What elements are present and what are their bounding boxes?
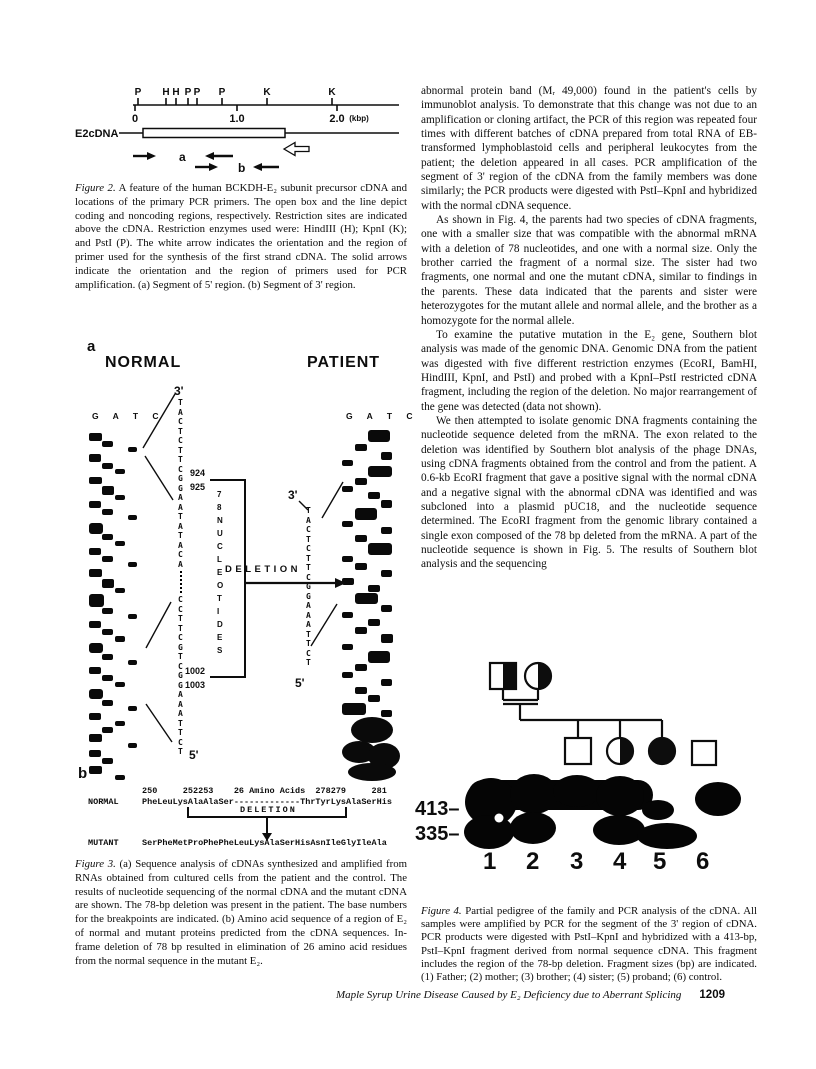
figure3a-panel-label: a [87, 338, 96, 355]
residue-numbers-row: 250 252253 26 Amino Acids 278279 281 [142, 786, 387, 796]
deletion-arrow-icon [245, 578, 346, 588]
figure4-caption-text: Partial pedigree of the family and PCR analysis of the cDNA. All samples were amplified by PCR for the segment of the 3' region of cDNA. PCR products were digested with PstI–KpnI and hybridized with a 413-bp, PstI–KpnI fragment derived from normal sequence cDNA. This fragment includes the region of the 78-bp deletion. Fragment sizes (bp) are indicated. (1) Father; (2) mother; (3) brother; (4) sister; (5) proband; (6) control. [421, 905, 757, 984]
pedigree-diagram [490, 663, 716, 765]
lane-number-4: 4 [613, 848, 627, 875]
figure3-caption-label: Figure 3. [75, 858, 116, 870]
normal-3prime-label: 3' [174, 384, 184, 398]
pcr-blot-gel [464, 774, 741, 849]
site-label: K [263, 87, 271, 98]
patient-sequence-column: TACTCTTCGGAAATTCT [306, 506, 311, 667]
proband-symbol [649, 738, 675, 764]
first-strand-primer-arrow-icon [284, 143, 309, 156]
breakpoint-925: 925 [189, 482, 205, 492]
body-paragraph: To examine the putative mutation in the E₂ gene, Southern blot analysis was made of the genomic DNA. Genomic DNA from the patient was digested with five different restriction enzymes (EcoRI, BamHI, HindIII, KpnI, and PstI) and probed with a KpnI–PstI restricted cDNA fragment, including the region of the deletion. No major rearrangement of the gene was detected (data not shown). [421, 328, 757, 413]
control-symbol [692, 741, 716, 765]
patient-sequencing-gel [342, 430, 400, 781]
sequence-ellipsis [180, 571, 182, 593]
restriction-site-labels [135, 87, 337, 98]
patient-5prime-label: 5' [295, 676, 305, 690]
scale-0: 0 [131, 113, 139, 125]
mutant-row-label: MUTANT [88, 838, 119, 848]
scale-2: 2.0 [329, 113, 345, 125]
normal-gel-lane-labels: G A T C [92, 411, 165, 421]
site-label: P [134, 87, 142, 98]
page-number: 1209 [699, 989, 725, 1001]
figure4-caption [421, 905, 757, 984]
body-paragraph: We then attempted to isolate genomic DNA fragments containing the nucleotide sequence deleted from the mRNA. The exon related to the deletion was identified by Southern blot analysis of the phage DNAs, using cDNA fragments obtained from the control and from the patient. A 0.6-kb EcoRI fragment that gave a positive signal with the normal cDNA and a negative signal with the abnormal cDNA was identified and was subcloned into a plasmid pUC18, and the nucleotide sequence determined. The EcoRI fragment from the genomic library contained a single exon composed of the 78 bp deleted from the mRNA. A part of the nucleotide sequence is shown in Fig. 5. The results of Southern blot analysis and the sequencing [421, 414, 757, 571]
normal-aminoacid-row: PheLeuLysAlaAlaSer-------------ThrTyrLysAlaSerHis [142, 797, 392, 807]
site-label: P [193, 87, 201, 98]
marker-335bp: 335– [415, 823, 460, 845]
site-label: P [184, 87, 192, 98]
figure2-caption-text: A feature of the human BCKDH-E₂ subunit precursor cDNA and locations of the primary PCR primers. The open box and the line depict coding and noncoding regions, respectively. Restriction sites are indicated above the cDNA. Restriction enzymes used were: HindIII (H); KpnI (K); and PstI (P). The white arrow indicates the orientation and the region of primer used for the synthesis of the first strand cDNA. The solid arrows indicate the orientation and the region of primers used for PCR amplification. (a) Segment of 5' region. (b) Segment of 3' region. [75, 182, 407, 291]
figure3b-deletion-label: DELETION [240, 805, 297, 815]
normal-seq-mid: GAATATACA [178, 483, 183, 569]
78-nucleotides-bracket-label: 78 NUCLEOTIDES [217, 490, 224, 655]
figure2-caption [75, 182, 407, 292]
lane-number-5: 5 [653, 848, 667, 875]
site-label: K [328, 87, 336, 98]
breakpoint-1002: 1002 [184, 666, 205, 676]
scale-1: 1.0 [229, 113, 245, 125]
deletion-label: DELETION [225, 564, 302, 575]
site-label: P [218, 87, 226, 98]
running-title: Maple Syrup Urine Disease Caused by E₂ Deficiency due to Aberrant Splicing [335, 989, 682, 1001]
coding-region-box [143, 129, 285, 138]
article-body-column [421, 84, 757, 572]
normal-seq-low: CCTTCGTCG [178, 595, 183, 680]
cdna-label: E2cDNA [75, 128, 119, 140]
lane-number-3: 3 [570, 848, 584, 875]
patient-gel-lane-labels: G A T C [346, 411, 419, 421]
patient-3prime-label: 3' [288, 488, 298, 502]
figure4-caption-label: Figure 4. [421, 905, 462, 917]
marker-413bp: 413– [415, 798, 460, 820]
lane-number-1: 1 [483, 848, 497, 875]
deleted-region-bracket [210, 480, 245, 677]
normal-sequencing-gel [89, 433, 137, 780]
figure4-panel [415, 660, 760, 903]
scale-unit: (kbp) [349, 114, 369, 123]
normal-5prime-label: 5' [189, 748, 199, 762]
page-footer [75, 989, 725, 1001]
normal-sequence-column [178, 398, 182, 757]
normal-heading: NORMAL [105, 354, 182, 371]
lane-number-6: 6 [696, 848, 710, 875]
scale-tick-labels [132, 113, 369, 125]
figure3-caption-text: (a) Sequence analysis of cDNAs synthesized and amplified from RNAs obtained from cultured cells from the patient and the control. The results of nucleotide sequencing of the normal cDNA and the mutant cDNA are shown. The 78-bp deletion was present in the patient. The base numbers for the breakpoints are indicated. (b) Amino acid sequence of a region of E₂ of normal and mutant proteins predicted from the cDNA sequences. In-frame deletion of 78 bp resulted in elimination of 26 amino acid residues from the normal sequence in the mutant E₂. [75, 858, 407, 967]
figure2-restriction-map [75, 85, 407, 182]
figure3b-panel-label: b [78, 765, 88, 782]
normal-row-label: NORMAL [88, 797, 119, 807]
lane-number-2: 2 [526, 848, 540, 875]
normal-seq-bottom: GAAATTCT [178, 680, 183, 756]
body-paragraph: As shown in Fig. 4, the parents had two species of cDNA fragments, one with a smaller size that was compatible with the abnormal mRNA with a deletion of 78 nucleotides, and one with a normal size. Only the brother carried the fragment of a normal size. The sister had two fragments, one normal and one the mutant cDNA, similar to findings in the parents. These data indicated that the parents and sister were heterozygotes for the mutant allele and normal allele, and the brother as a homozygote for the normal allele. [421, 214, 757, 327]
primer-a-label: a [179, 150, 186, 164]
mutant-aminoacid-row: SerPheMetProPhePheLeuLysAlaSerHisAsnIleGlyIleAla [142, 838, 387, 848]
site-label: H [162, 87, 170, 98]
normal-seq-top: TACTCTTCG [178, 398, 183, 483]
figure2-caption-label: Figure 2. [75, 182, 116, 194]
patient-heading: PATIENT [307, 354, 381, 371]
breakpoint-1003: 1003 [184, 680, 205, 690]
site-label: H [172, 87, 180, 98]
breakpoint-924: 924 [189, 468, 205, 478]
figure3a-panel [75, 338, 419, 803]
figure3-caption [75, 858, 407, 968]
brother-symbol [565, 738, 591, 764]
restriction-axis [133, 98, 399, 111]
primer-b-label: b [238, 161, 246, 175]
pcr-primer-arrows [133, 152, 279, 171]
body-paragraph: abnormal protein band (Mᵣ 49,000) found in the patient's cells by immunoblot analysis. To demonstrate that this change was not due to an amplification or cloning artifact, the PCR of this region was repeated four times with different batches of cDNA prepared from total RNA of EB-transformed lymphoblastoid cells and peripheral leukocytes from the patient; the deletion appeared in all cases. PCR amplification of the segment of 3' region of the cDNA from the family members was done similarly; the PCR products were digested with PstI–KpnI and hybridized with the normal cDNA sequence. [421, 85, 757, 212]
